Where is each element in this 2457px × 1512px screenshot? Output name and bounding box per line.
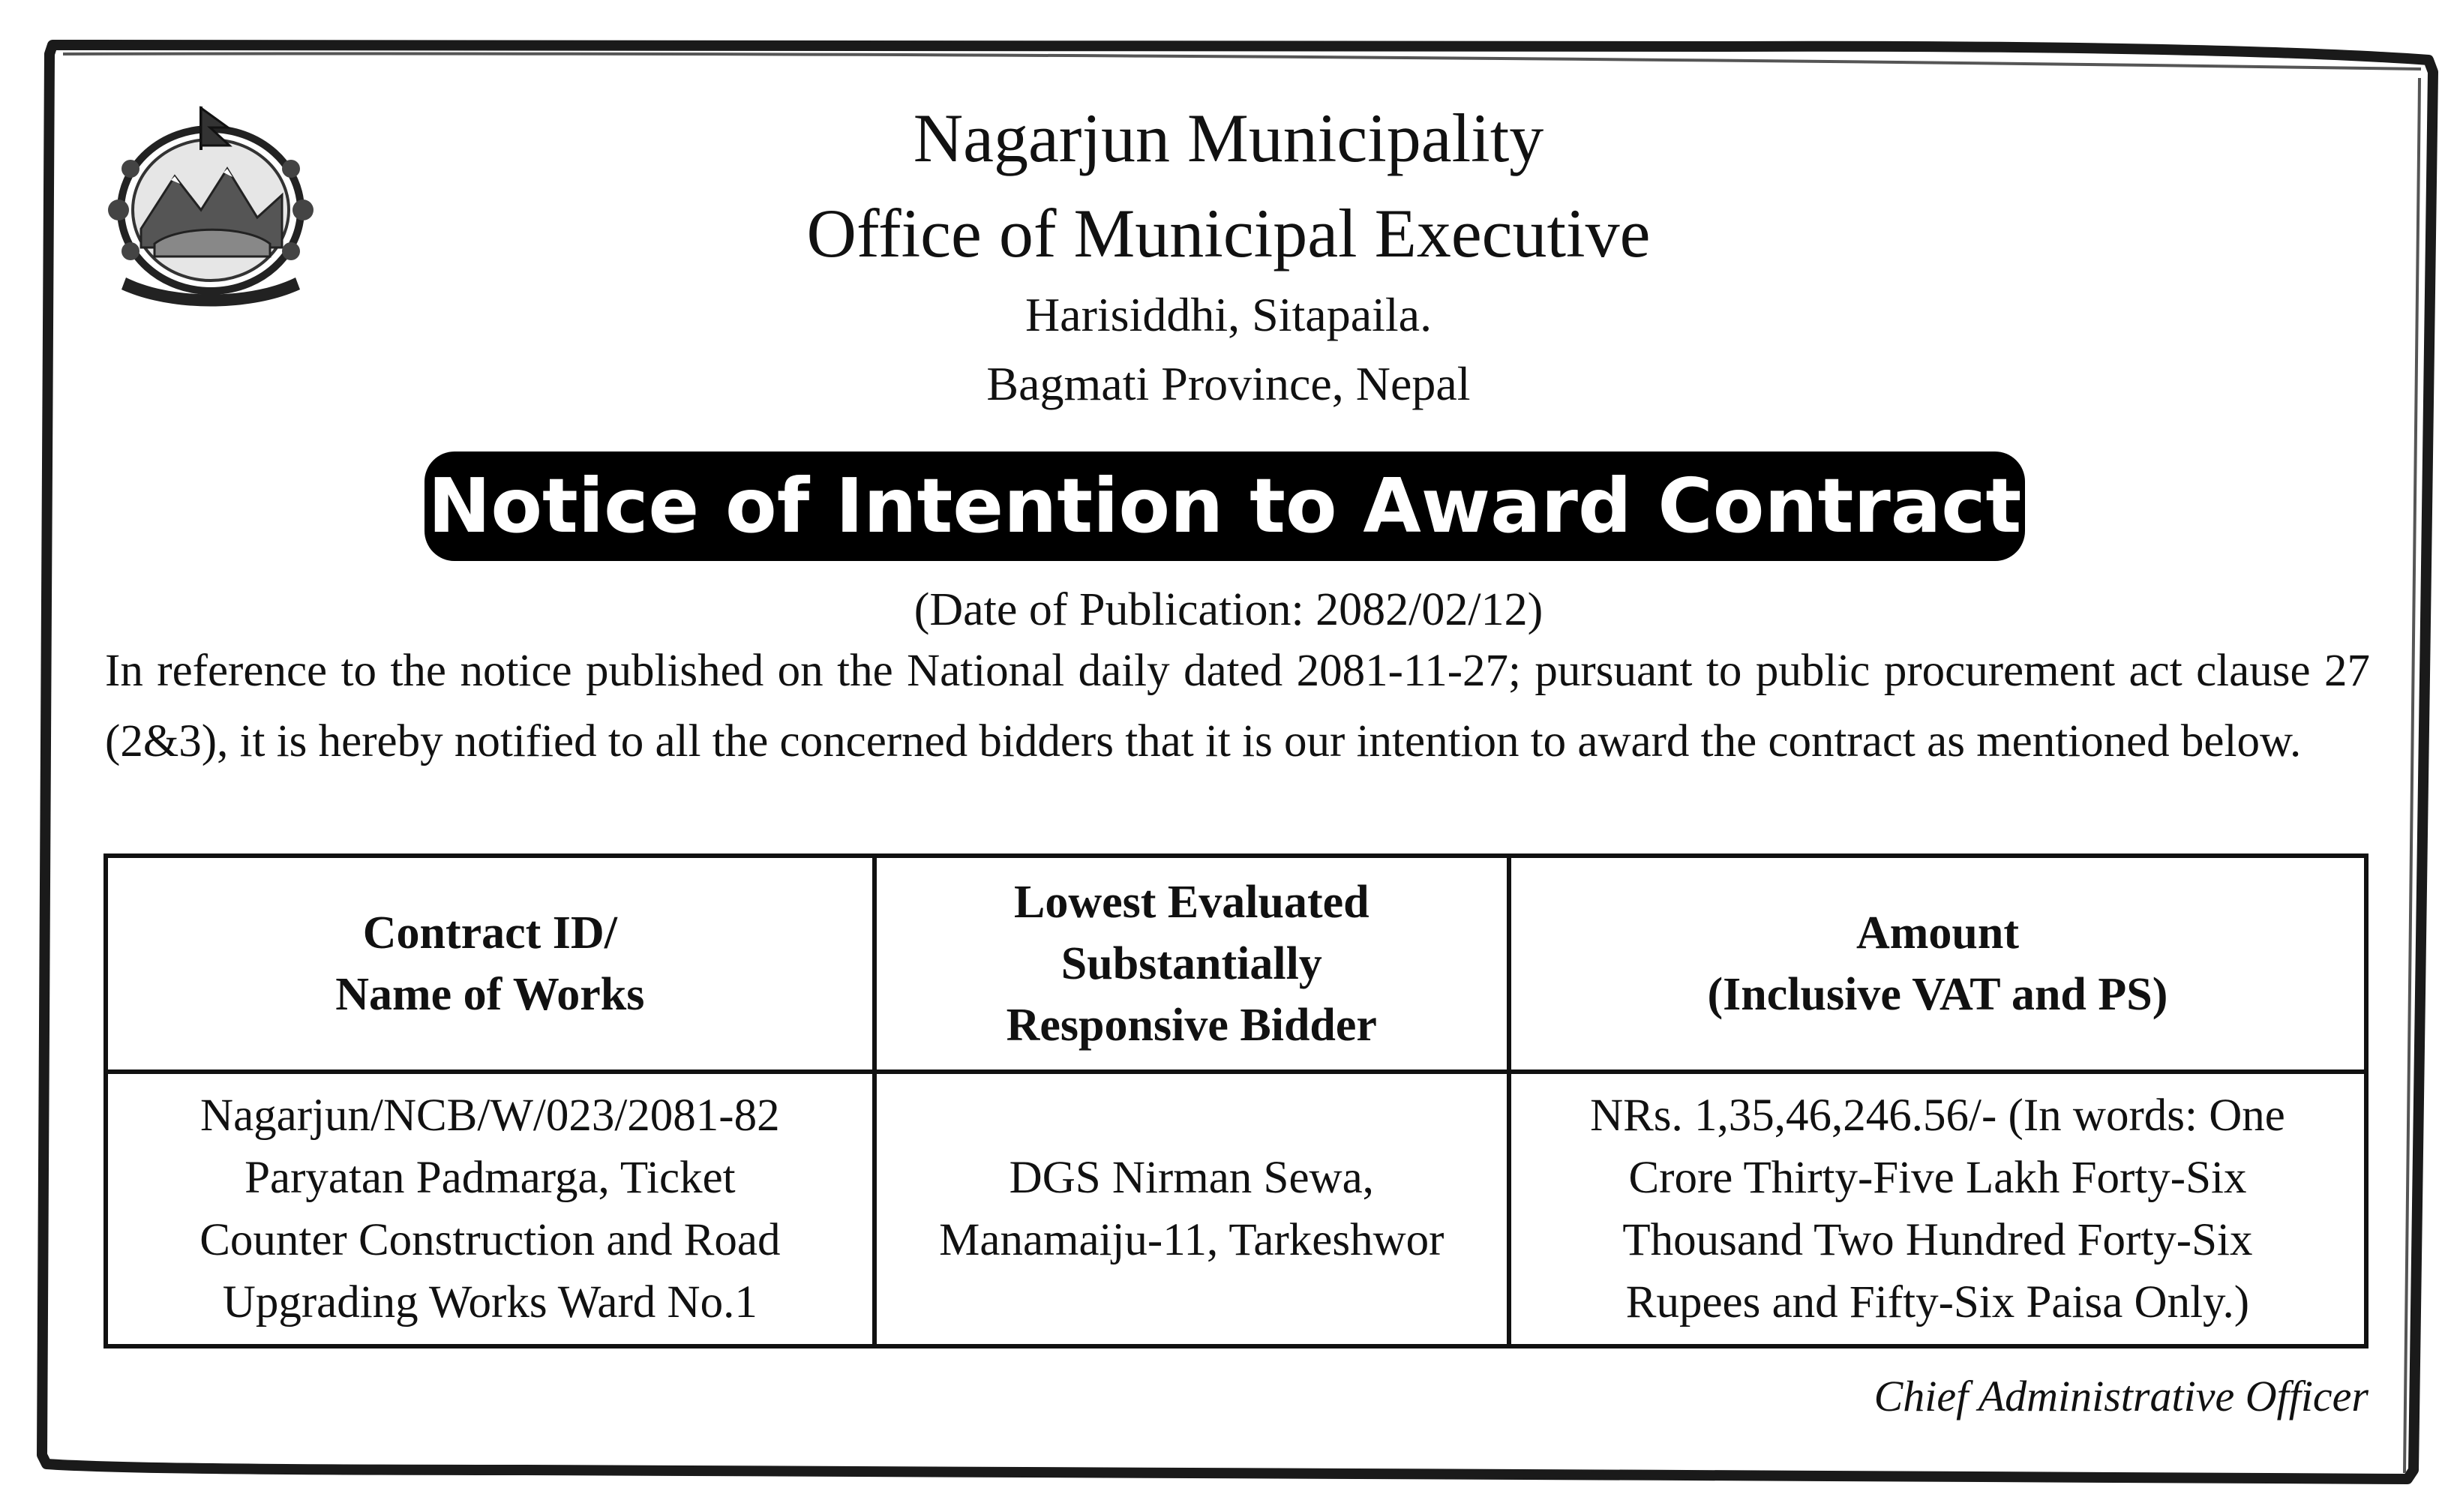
cell-contract-line: Nagarjun/NCB/W/023/2081-82 <box>200 1090 780 1141</box>
contract-award-table <box>104 854 2368 1348</box>
header-bidder-line: Lowest Evaluated <box>1013 877 1370 928</box>
municipality-name: Nagarjun Municipality <box>913 100 1544 176</box>
cell-contract-line: Counter Construction and Road <box>200 1215 781 1265</box>
header-amount-line: Amount <box>1856 908 2019 958</box>
cell-bidder-line: Manamaiju-11, Tarkeshwor <box>939 1215 1444 1265</box>
office-name: Office of Municipal Executive <box>806 195 1651 272</box>
cell-bidder-line: DGS Nirman Sewa, <box>1009 1153 1374 1203</box>
table-header-row <box>106 856 2366 1072</box>
header-contract-id-line: Contract ID/ <box>362 908 617 958</box>
cell-amount-line: NRs. 1,35,46,246.56/- (In words: One <box>1590 1090 2285 1141</box>
signatory-title: Chief Administrative Officer <box>1874 1372 2368 1420</box>
header-contract-id <box>106 856 874 1072</box>
cell-amount <box>1509 1072 2366 1346</box>
header-bidder <box>874 856 1509 1072</box>
cell-bidder <box>874 1072 1509 1346</box>
header-amount-line: (Inclusive VAT and PS) <box>1707 969 2168 1020</box>
header-bidder-line: Responsive Bidder <box>1006 1000 1377 1051</box>
notice-header <box>0 90 2457 418</box>
notice-body: In reference to the notice published on the National daily dated 2081-11-27; pursuant to public procurement act clause 27 (2&3), it is hereby notified to all the concerned bidders that it is our intention to award the contract as mentioned below. <box>105 646 2370 766</box>
header-contract-id-line: Name of Works <box>335 969 645 1020</box>
cell-amount-line: Crore Thirty-Five Lakh Forty-Six <box>1628 1153 2247 1203</box>
cell-amount-line: Thousand Two Hundred Forty-Six <box>1622 1215 2253 1265</box>
publication-date: (Date of Publication: 2082/02/12) <box>914 584 1544 635</box>
header-bidder-line: Substantially <box>1060 938 1322 989</box>
address-line-2: Bagmati Province, Nepal <box>986 357 1471 410</box>
table-row <box>106 1072 2366 1346</box>
cell-amount-line: Rupees and Fifty-Six Paisa Only.) <box>1625 1277 2250 1328</box>
cell-contract-line: Paryatan Padmarga, Ticket <box>244 1153 736 1203</box>
cell-contract-line: Upgrading Works Ward No.1 <box>222 1277 758 1328</box>
cell-contract <box>106 1072 874 1346</box>
notice-title: Notice of Intention to Award Contract <box>424 452 2025 561</box>
header-amount <box>1509 856 2366 1072</box>
address-line-1: Harisiddhi, Sitapaila. <box>1024 288 1432 341</box>
